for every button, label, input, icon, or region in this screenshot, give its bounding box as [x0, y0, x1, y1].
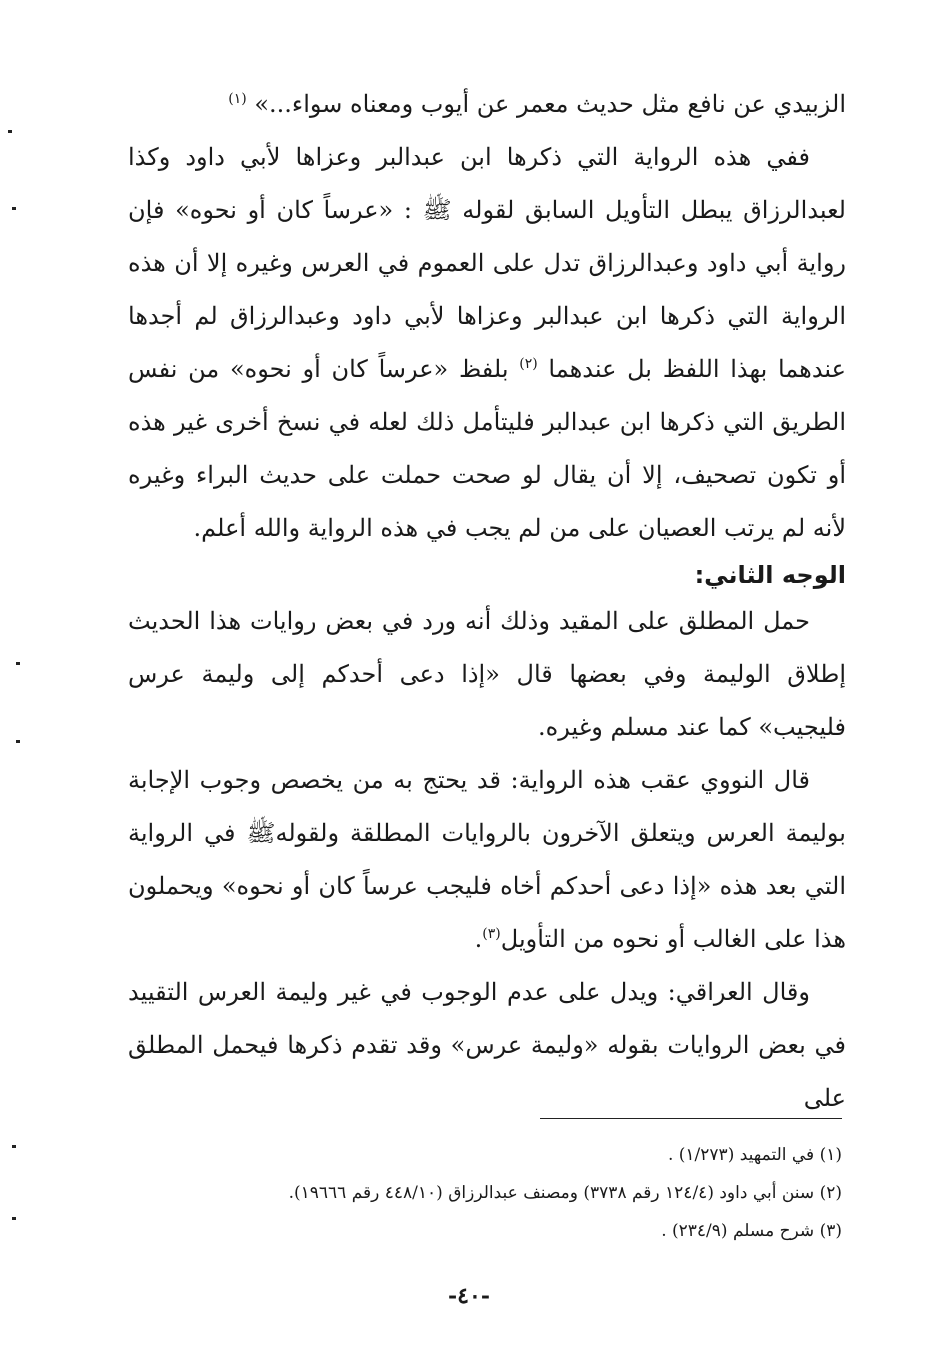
footnotes — [128, 1136, 842, 1250]
scan-mark — [16, 740, 20, 743]
section-heading: الوجه الثاني: — [694, 561, 846, 589]
scan-mark — [12, 1217, 16, 1220]
paragraph-1-text: الزبيدي عن نافع مثل حديث معمر عن أيوب ومعناه سواء...» — [254, 90, 846, 118]
footnote-ref-1: (١) — [228, 91, 247, 107]
footnote-1: (١) في التمهيد (١/٢٧٣) . — [667, 1145, 842, 1165]
paragraph-4 — [128, 754, 846, 966]
paragraph-1 — [128, 78, 846, 131]
footnote-2: (٢) سنن أبي داود (١٢٤/٤ رقم ٣٧٣٨) ومصنف عبدالرزاق (٤٤٨/١٠ رقم ١٩٦٦٦). — [288, 1183, 842, 1203]
footnote-3: (٣) شرح مسلم (٢٣٤/٩) . — [661, 1221, 842, 1241]
paragraph-2 — [128, 131, 846, 555]
paragraph-5: وقال العراقي: ويدل على عدم الوجوب في غير وليمة العرس التقييد في بعض الروايات بقوله «وليمة عرس» وقد تقدم ذكرها فيحمل المطلق على — [128, 978, 846, 1112]
paragraph-4-end: . — [474, 925, 483, 953]
main-text — [128, 78, 846, 1125]
paragraph-2-text-b: بلفظ «عرساً كان أو نحوه» من نفس الطريق التي ذكرها ابن عبدالبر فليتأمل ذلك لعله في نسخ أخرى غير هذه أو تكون تصحيف، إلا أن يقال لو صحت حملت على حديث البراء وغيره لأنه لم يرتب العصيان على من لم يجب في هذه الرواية والله أعلم. — [128, 355, 846, 542]
scan-mark — [12, 207, 16, 210]
paragraph-3: حمل المطلق على المقيد وذلك أنه ورد في بعض روايات هذا الحديث إطلاق الوليمة وفي بعضها قال «إذا دعى أحدكم إلى وليمة عرس فليجيب» كما عند مسلم وغيره. — [128, 607, 846, 741]
footnote-ref-3: (٣) — [482, 926, 501, 942]
page-number: -٤٠- — [448, 1283, 490, 1309]
scan-mark — [12, 1145, 16, 1148]
paragraph-4-text: قال النووي عقب هذه الرواية: قد يحتج به من يخصص وجوب الإجابة بوليمة العرس ويتعلق الآخرون بالروايات المطلقة ولقولهﷺ في الرواية التي بعد هذه «إذا دعى أحدكم أخاه فليجب عرساً كان أو نحوه» ويحملون هذا على الغالب أو نحوه من التأويل — [128, 766, 846, 953]
paragraph-2-text-a: ففي هذه الرواية التي ذكرها ابن عبدالبر وعزاها لأبي داود وكذا لعبدالرزاق يبطل التأويل السابق لقوله ﷺ : «عرساً كان أو نحوه» فإن رواية أبي داود وعبدالرزاق تدل على العموم في العرس وغيره إلا أن هذه الرواية التي ذكرها ابن عبدالبر وعزاها لأبي داود وعبدالرزاق لم أجدها عندهما بهذا اللفظ بل عندهما — [128, 143, 846, 383]
scan-mark — [16, 662, 20, 665]
footnote-ref-2: (٢) — [519, 356, 538, 372]
footnote-divider — [540, 1118, 842, 1119]
scan-mark — [8, 130, 12, 133]
